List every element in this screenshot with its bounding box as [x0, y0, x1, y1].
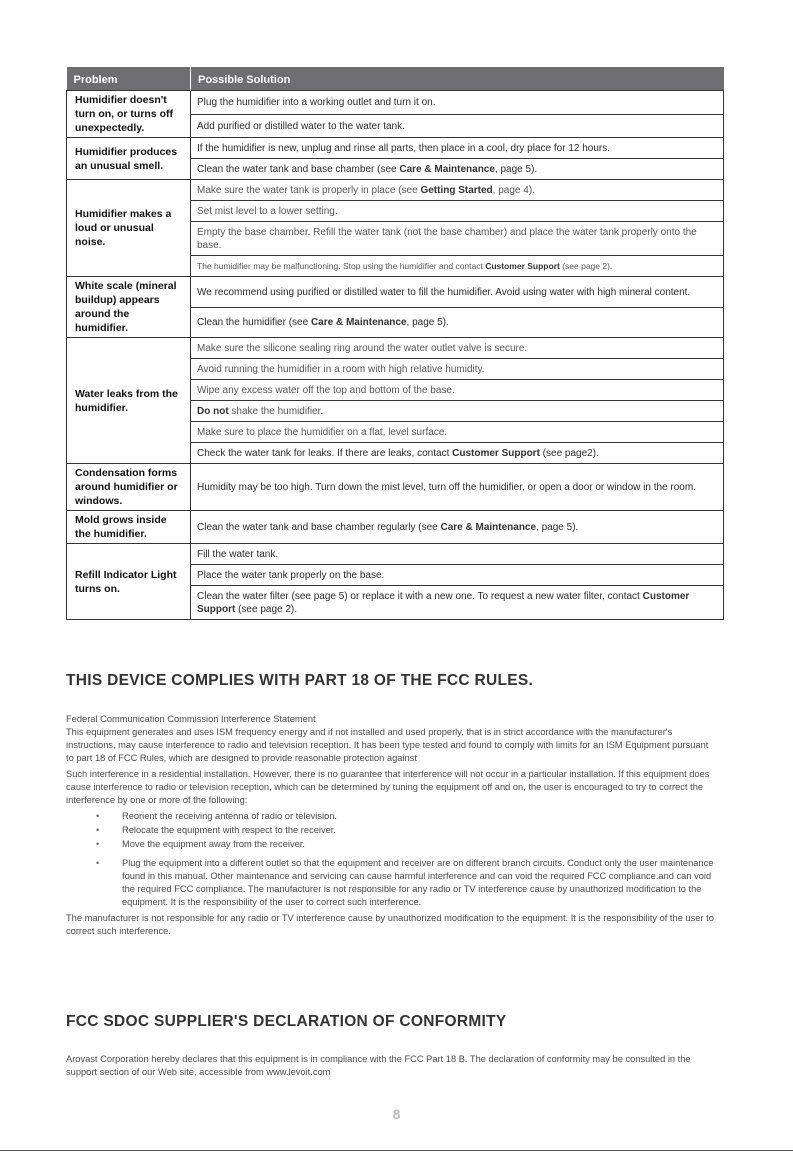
table-header-row	[67, 67, 724, 91]
solution-cell	[191, 511, 724, 544]
solution-cell	[191, 443, 724, 464]
solution-text: Make sure to place the humidifier on a flat, level surface.	[197, 427, 448, 438]
solution-text: Place the water tank properly on the base.	[197, 570, 385, 581]
solution-emphasis: Care & Maintenance	[310, 317, 407, 329]
solution-cell	[191, 201, 724, 222]
fcc-paragraph-1: This equipment generates and uses ISM frequency energy and if not installed and used properly, that is in strict accordance with the manufacturer's instructions, may cause interference to radio and television reception. It has been type tested and found to comply with limits for an ISM Equipment pursuant to part 18 of FCC Rules, which are designed to provide reasonable protection against	[66, 727, 709, 763]
solution-emphasis: Getting Started	[420, 185, 493, 196]
solution-cell	[191, 277, 724, 308]
list-item: • Plug the equipment into a different outlet so that the equipment and receiver are on different branch circuits. Conduct only the user maintenance found in this manual. Other maintenance and servicing can cause harmful interference and can void the required FCC compliance.and can void the required FCC compliance. The manufacturer is not responsible for any radio or TV interference cause by unauthorized modification to the equipment. It is the responsibility of the user to correct such interference.	[122, 857, 718, 909]
solution-cell	[191, 114, 724, 138]
header-problem: Problem	[67, 67, 191, 91]
solution-emphasis: Customer Support	[485, 261, 560, 271]
table-row	[67, 180, 724, 201]
fcc-bullet-list	[66, 810, 718, 909]
fcc-heading-line: Federal Communication Commission Interference Statement	[66, 714, 316, 724]
problem-cell: Humidifier doesn't turn on, or turns off unexpectedly.	[67, 91, 191, 138]
table-row	[67, 511, 724, 544]
solution-cell	[191, 380, 724, 401]
solution-text: Clean the water filter (see page 5) or replace it with a new one. To request a new water filter, contact	[197, 591, 643, 602]
solution-text: Plug the humidifier into a working outlet and turn it on.	[197, 97, 436, 109]
solution-cell	[191, 307, 724, 338]
fcc-title: THIS DEVICE COMPLIES WITH PART 18 OF THE FCC RULES.	[66, 672, 534, 689]
table-row	[67, 338, 724, 359]
solution-text: Set mist level to a lower setting.	[197, 206, 338, 217]
solution-cell	[191, 222, 724, 256]
solution-text: (see page 2).	[235, 604, 298, 615]
solution-text: Humidity may be too high. Turn down the mist level, turn off the humidifier, or open a door or window in the room.	[197, 482, 696, 493]
solution-cell	[191, 180, 724, 201]
list-item: • Relocate the equipment with respect to the receiver.	[122, 824, 718, 837]
solution-text: , page 5).	[494, 164, 538, 175]
solution-text: We recommend using purified or distilled water to fill the humidifier. Avoid using water with high mineral content.	[197, 286, 691, 298]
solution-text: If the humidifier is new, unplug and rinse all parts, then place in a cool, dry place for 12 hours.	[197, 143, 611, 154]
solution-text: Clean the water tank and base chamber regularly (see	[197, 522, 441, 533]
solution-cell	[191, 565, 724, 586]
table-row	[67, 464, 724, 511]
solution-text: Avoid running the humidifier in a room with high relative humidity.	[197, 364, 485, 375]
problem-cell: Water leaks from the humidifier.	[67, 338, 191, 464]
problem-cell: Refill Indicator Light turns on.	[67, 544, 191, 620]
solution-text: Check the water tank for leaks. If there are leaks, contact	[197, 448, 453, 459]
solution-cell	[191, 256, 724, 277]
problem-cell: Humidifier produces an unusual smell.	[67, 138, 191, 180]
solution-cell	[191, 544, 724, 565]
solution-emphasis: Care & Maintenance	[399, 164, 495, 175]
solution-emphasis: Care & Maintenance	[440, 522, 537, 533]
solution-text: , page 5).	[536, 522, 579, 533]
solution-cell	[191, 91, 724, 115]
table-row	[67, 91, 724, 115]
sdoc-title: FCC SDOC SUPPLIER'S DECLARATION OF CONFORMITY	[66, 1013, 507, 1030]
list-item: • Move the equipment away from the receiver.	[122, 838, 718, 851]
solution-cell	[191, 159, 724, 180]
page-number: 8	[392, 1106, 401, 1122]
fcc-paragraph-3: The manufacturer is not responsible for any radio or TV interference cause by unauthorized modification to the equipment. It is the responsibility of the user to correct such interference.	[66, 913, 714, 936]
table-row	[67, 277, 724, 308]
solution-cell	[191, 401, 724, 422]
solution-text: The humidifier may be malfunctioning. Stop using the humidifier and contact	[197, 261, 486, 271]
sdoc-statement	[66, 1053, 718, 1082]
solution-text: , page 5).	[406, 317, 449, 329]
table-row	[67, 138, 724, 159]
bottom-rule	[0, 1150, 793, 1151]
solution-text: Clean the water tank and base chamber (see	[197, 164, 400, 175]
problem-cell: Condensation forms around humidifier or windows.	[67, 464, 191, 511]
header-possible-solution: Possible Solution	[191, 67, 724, 91]
fcc-paragraph-2: Such interference in a residential installation. However, there is no guarantee that interference will not occur in a particular installation. If this equipment does cause interference to radio or television reception, which can be determined by tuning the equipment off and on, the user is encouraged to try to correct the interference by one or more of the following:	[66, 769, 710, 805]
solution-emphasis: Customer Support	[197, 591, 690, 615]
solution-cell	[191, 422, 724, 443]
problem-cell: Humidifier makes a loud or unusual noise.	[67, 180, 191, 277]
solution-cell	[191, 359, 724, 380]
solution-text: Fill the water tank.	[197, 549, 279, 560]
solution-text: (see page2).	[539, 448, 599, 459]
solution-emphasis: Do not	[197, 406, 229, 417]
table-body	[67, 91, 724, 620]
solution-text: , page 4).	[492, 185, 535, 196]
solution-text: Clean the humidifier (see	[197, 317, 311, 329]
fcc-statement	[66, 713, 718, 941]
table-row	[67, 544, 724, 565]
troubleshooting-table	[66, 67, 724, 620]
solution-cell	[191, 338, 724, 359]
solution-text: Wipe any excess water off the top and bottom of the base.	[197, 385, 455, 396]
solution-text: (see page 2).	[559, 261, 613, 271]
solution-cell	[191, 138, 724, 159]
solution-text: Add purified or distilled water to the water tank.	[197, 120, 405, 132]
solution-cell	[191, 464, 724, 511]
sdoc-text: Arovast Corporation hereby declares that this equipment is in compliance with the FCC Part 18 B. The declaration of conformity may be consulted in the support section of our Web site, accessible from www.levoit.com	[66, 1054, 691, 1077]
list-item: • Reorient the receiving antenna of radio or television.	[122, 810, 718, 823]
problem-cell: Mold grows inside the humidifier.	[67, 511, 191, 544]
problem-cell: White scale (mineral buildup) appears around the humidifier.	[67, 277, 191, 338]
solution-cell	[191, 586, 724, 620]
solution-text: Empty the base chamber. Refill the water tank (not the base chamber) and place the water tank properly onto the base.	[197, 227, 697, 251]
solution-emphasis: Customer Support	[452, 448, 540, 459]
solution-text: Make sure the water tank is properly in place (see	[197, 185, 421, 196]
solution-text: shake the humidifier.	[228, 406, 324, 417]
solution-text: Make sure the silicone sealing ring around the water outlet valve is secure.	[197, 343, 528, 354]
